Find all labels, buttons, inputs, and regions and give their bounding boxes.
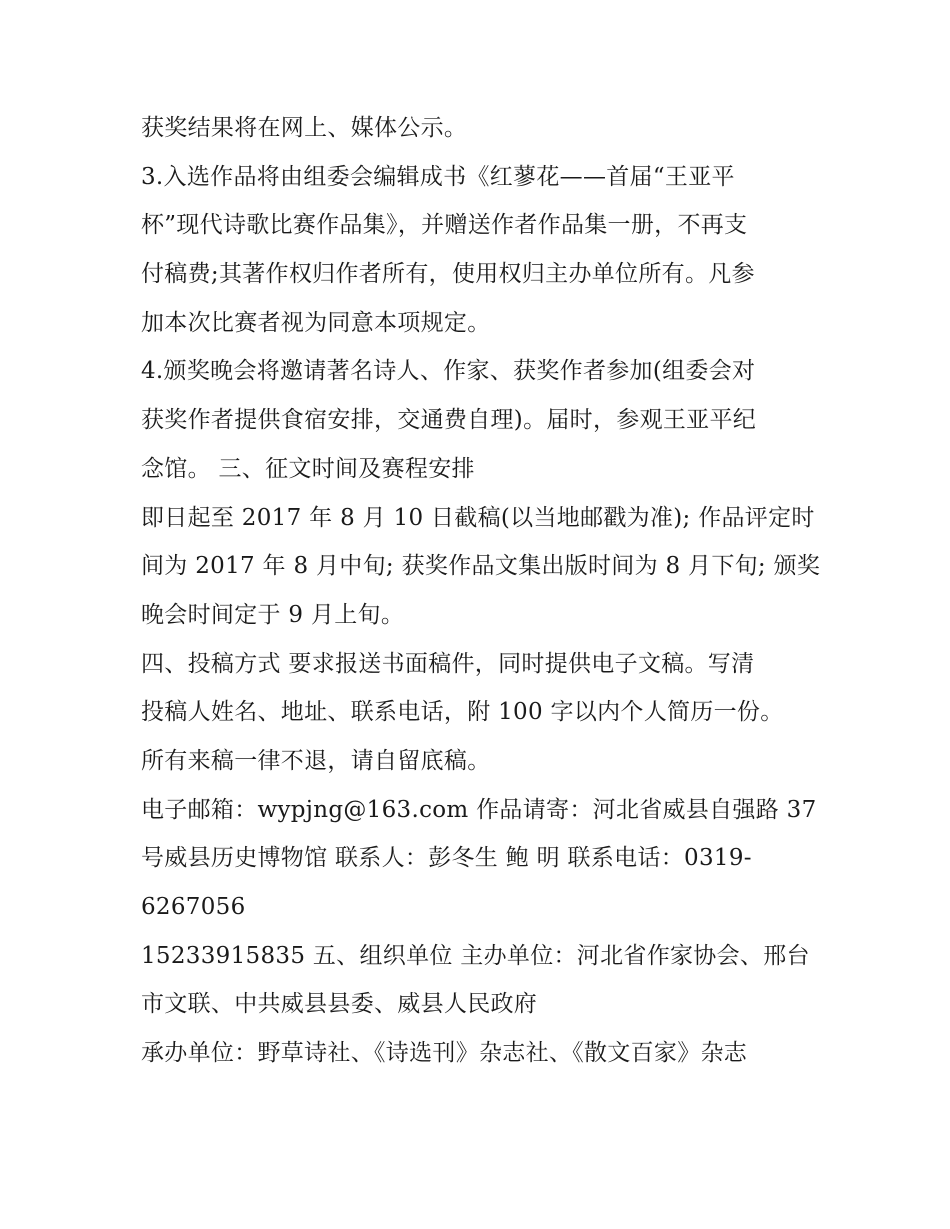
document-body: [141, 104, 821, 1078]
text-line: 投稿人姓名、地址、联系电话，附 100 字以内个人简历一份。: [141, 699, 784, 726]
text-line: 间为 2017 年 8 月中旬; 获奖作品文集出版时间为 8 月下旬; 颁奖: [141, 553, 821, 580]
text-line: 杯”现代诗歌比赛作品集》，并赠送作者作品集一册，不再支: [141, 212, 748, 239]
text-line: 15233915835 五、组织单位 主办单位：河北省作家协会、邢台: [141, 942, 810, 969]
text-line: 3.入选作品将由组委会编辑成书《红蓼花——首届“王亚平: [141, 163, 735, 190]
text-line: 承办单位：野草诗社、《诗选刊》杂志社、《散文百家》杂志: [141, 1040, 748, 1067]
text-line: 4.颁奖晚会将邀请著名诗人、作家、获奖作者参加(组委会对: [141, 358, 756, 385]
text-line: 市文联、中共威县县委、威县人民政府: [141, 991, 538, 1018]
text-line: 获奖结果将在网上、媒体公示。: [141, 115, 468, 141]
text-line: 晚会时间定于 9 月上旬。: [141, 601, 405, 628]
text-line: 号威县历史博物馆 联系人：彭冬生 鲍 明 联系电话：0319-: [141, 845, 752, 872]
text-line: 念馆。 三、征文时间及赛程安排: [141, 455, 475, 482]
text-line: 获奖作者提供食宿安排，交通费自理)。届时，参观王亚平纪: [141, 407, 757, 434]
text-line: 即日起至 2017 年 8 月 10 日截稿(以当地邮戳为准); 作品评定时: [141, 504, 815, 531]
text-line: 加本次比赛者视为同意本项规定。: [141, 309, 491, 336]
text-line: 电子邮箱：wypjng@163.com 作品请寄：河北省威县自强路 37: [141, 796, 817, 823]
text-line: 所有来稿一律不退，请自留底稿。: [141, 747, 491, 774]
text-line: 付稿费;其著作权归作者所有，使用权归主办单位所有。凡参: [141, 261, 755, 288]
text-line: 四、投稿方式 要求报送书面稿件，同时提供电子文稿。写清: [141, 650, 755, 677]
text-line: 6267056: [141, 894, 246, 920]
